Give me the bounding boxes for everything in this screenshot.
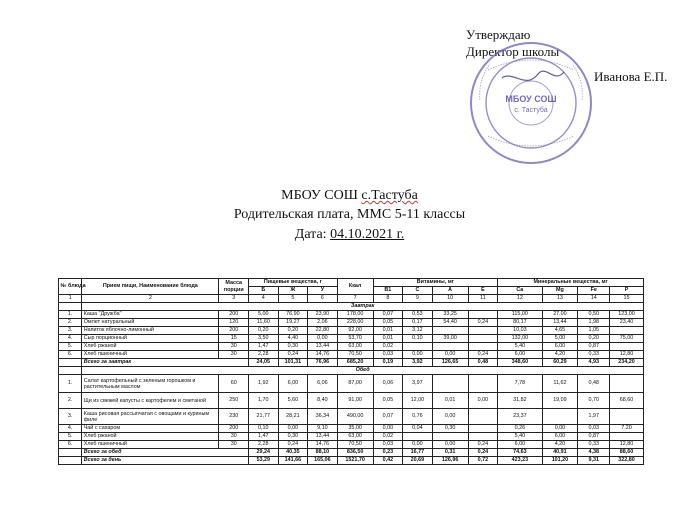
header-vitamins: Витамины, мг (373, 279, 498, 287)
dish-value: 3,50 (249, 335, 279, 343)
dish-value: 5,00 (542, 335, 578, 343)
dish-value: 10,03 (498, 327, 542, 335)
header-kcal: Ккал (337, 279, 373, 295)
header-sub: Ca (498, 287, 542, 295)
dish-value: 11,62 (542, 375, 578, 393)
dish-value: 0,87 (578, 343, 610, 351)
dish-value: 0,30 (278, 433, 308, 441)
dish-value: 0,17 (403, 319, 433, 327)
dish-value: 0,24 (468, 319, 498, 327)
total-value: 40,91 (542, 449, 578, 457)
header-sub: B1 (373, 287, 403, 295)
index-cell: 9 (403, 295, 433, 303)
index-cell: 1 (59, 295, 82, 303)
dish-row (59, 409, 644, 425)
dish-value: 19,09 (542, 393, 578, 409)
dish-value: 0,53 (403, 311, 433, 319)
header-sub: Mg (542, 287, 578, 295)
dish-value: 0,48 (578, 375, 610, 393)
dish-num: 5. (59, 433, 82, 441)
dish-value (468, 375, 498, 393)
dish-value (610, 343, 644, 351)
dish-value (468, 335, 498, 343)
dish-value: 23,37 (498, 409, 542, 425)
dish-value: 1,05 (578, 327, 610, 335)
dish-value: 70,50 (337, 351, 373, 359)
header-sub: Fe (578, 287, 610, 295)
total-value: 165,06 (308, 457, 338, 465)
header-sub: У (308, 287, 338, 295)
dish-value: 490,00 (337, 409, 373, 425)
dish-row (59, 425, 644, 433)
total-label: Всего за обед (82, 449, 249, 457)
dish-value: 0,03 (373, 351, 403, 359)
total-cell-blank (59, 449, 82, 457)
total-row (59, 457, 644, 465)
dish-value (610, 327, 644, 335)
school-title-b: с.Тастуба (361, 188, 418, 203)
dish-row (59, 327, 644, 335)
dish-value: 0,00 (373, 425, 403, 433)
dish-value: 0,02 (373, 433, 403, 441)
dish-value: 54,40 (432, 319, 468, 327)
dish-value: 7,78 (498, 375, 542, 393)
dish-value: 1,98 (578, 319, 610, 327)
dish-value: 0,03 (373, 441, 403, 449)
header-sub: A (432, 287, 468, 295)
total-value: 29,24 (249, 449, 279, 457)
section-title: Обед (82, 367, 644, 375)
total-row (59, 359, 644, 367)
dish-value (403, 343, 433, 351)
dish-value: 92,00 (337, 327, 373, 335)
header-num: № блюда (59, 279, 82, 295)
dish-value: 30 (219, 433, 249, 441)
total-value: 234,20 (610, 359, 644, 367)
total-value: 24,05 (249, 359, 279, 367)
dish-value: 120 (219, 319, 249, 327)
dish-value (432, 343, 468, 351)
dish-name: Салат картофельный с зеленым горошком и растительным маслом (82, 375, 219, 393)
index-cell: 2 (82, 295, 219, 303)
dish-value: 0,01 (373, 335, 403, 343)
dish-value: 1,97 (578, 409, 610, 425)
total-value: 88,60 (610, 449, 644, 457)
dish-value: 0,24 (468, 351, 498, 359)
total-cell-blank (59, 359, 82, 367)
dish-value: 30 (219, 351, 249, 359)
dish-value: 22,80 (308, 327, 338, 335)
dish-value: 1,70 (249, 393, 279, 409)
dish-value: 5,40 (498, 343, 542, 351)
dish-value (432, 327, 468, 335)
dish-value: 200 (219, 425, 249, 433)
header-nutrients: Пищевые вещества, г (249, 279, 338, 287)
dish-value: 0,00 (278, 425, 308, 433)
index-cell: 15 (610, 295, 644, 303)
dish-value (610, 433, 644, 441)
dish-name: Напиток яблочно-лимонный (82, 327, 219, 335)
total-cell-blank (59, 457, 82, 465)
dish-num: 3. (59, 327, 82, 335)
stamp-sub-text: с. Тастуба (514, 107, 548, 114)
dish-value: 230 (219, 409, 249, 425)
dish-value: 0,06 (373, 375, 403, 393)
dish-value: 0,00 (542, 425, 578, 433)
dish-value (432, 433, 468, 441)
index-cell: 14 (578, 295, 610, 303)
dish-row (59, 433, 644, 441)
dish-value: 0,00 (432, 441, 468, 449)
school-title-a: МБОУ СОШ (281, 188, 362, 203)
dish-value (403, 433, 433, 441)
dish-value: 3,97 (403, 375, 433, 393)
dish-value (542, 409, 578, 425)
total-value: 126,65 (432, 359, 468, 367)
dish-value (468, 409, 498, 425)
dish-value: 13,44 (542, 319, 578, 327)
dish-name: Каша "Дружба" (82, 311, 219, 319)
total-value: 0,19 (373, 359, 403, 367)
dish-value: 0,04 (403, 425, 433, 433)
index-cell: 3 (219, 295, 249, 303)
header-sub: C (403, 287, 433, 295)
dish-row (59, 343, 644, 351)
dish-value: 23,40 (610, 319, 644, 327)
header-sub: Ж (278, 287, 308, 295)
dish-value: 13,44 (308, 343, 338, 351)
total-value: 40,35 (278, 449, 308, 457)
dish-value: 6,00 (542, 433, 578, 441)
section-cell-blank (59, 367, 82, 375)
dish-value (610, 409, 644, 425)
dish-value: 2,28 (249, 351, 279, 359)
dish-value: 200 (219, 311, 249, 319)
dish-value: 1,47 (249, 433, 279, 441)
dish-name: Щи из свежей капусты с картофелем и сметаной (82, 393, 219, 409)
dish-row (59, 441, 644, 449)
dish-value: 0,24 (278, 351, 308, 359)
dish-num: 4. (59, 425, 82, 433)
dish-value: 87,00 (337, 375, 373, 393)
dish-value: 91,00 (337, 393, 373, 409)
dish-value: 53,70 (337, 335, 373, 343)
dish-value: 30 (219, 441, 249, 449)
dish-value: 12,80 (610, 441, 644, 449)
dish-value: 1,92 (249, 375, 279, 393)
dish-value: 12,80 (610, 351, 644, 359)
dish-value: 0,02 (373, 343, 403, 351)
dish-value: 6,00 (498, 441, 542, 449)
dish-value: 0,05 (373, 393, 403, 409)
dish-num: 2. (59, 393, 82, 409)
dish-num: 6. (59, 351, 82, 359)
index-cell: 13 (542, 295, 578, 303)
total-value: 0,72 (468, 457, 498, 465)
dish-row (59, 351, 644, 359)
dish-name: Каша рисовая рассыпчатая с овощами и куриным филе (82, 409, 219, 425)
dish-value: 200 (219, 327, 249, 335)
dish-value: 4,20 (542, 441, 578, 449)
total-value: 60,29 (542, 359, 578, 367)
dish-row (59, 319, 644, 327)
dish-value: 76,90 (278, 311, 308, 319)
dish-value: 115,00 (498, 311, 542, 319)
dish-value: 23,90 (308, 311, 338, 319)
dish-value: 13,44 (308, 433, 338, 441)
dish-value: 39,00 (432, 335, 468, 343)
dish-value: 228,00 (337, 319, 373, 327)
header-row-1 (59, 279, 644, 287)
dish-value: 8,40 (308, 393, 338, 409)
dish-value: 0,30 (432, 425, 468, 433)
dish-name: Омлет натуральный (82, 319, 219, 327)
total-value: 4,38 (578, 449, 610, 457)
total-value: 3,92 (403, 359, 433, 367)
school-stamp (468, 40, 594, 166)
dish-value: 0,00 (403, 441, 433, 449)
header-sub: P (610, 287, 644, 295)
dish-row (59, 335, 644, 343)
dish-value: 0,70 (578, 393, 610, 409)
dish-num: 5. (59, 343, 82, 351)
total-value: 101,20 (542, 457, 578, 465)
dish-value: 0,24 (468, 441, 498, 449)
total-value: 53,29 (249, 457, 279, 465)
dish-value: 0,00 (432, 351, 468, 359)
dish-value: 0,10 (403, 335, 433, 343)
dish-value: 80,17 (498, 319, 542, 327)
dish-value: 0,00 (308, 335, 338, 343)
date-line (0, 225, 699, 244)
dish-row (59, 311, 644, 319)
dish-value: 2,06 (308, 319, 338, 327)
dish-value: 2,28 (249, 441, 279, 449)
section-title: Завтрак (82, 303, 644, 311)
total-value: 1521,70 (337, 457, 373, 465)
dish-value: 0,10 (249, 425, 279, 433)
section-cell-blank (59, 303, 82, 311)
dish-value: 14,76 (308, 351, 338, 359)
dish-value: 15 (219, 335, 249, 343)
dish-value: 0,01 (432, 393, 468, 409)
index-cell: 12 (498, 295, 542, 303)
dish-value: 30 (219, 343, 249, 351)
dish-num: 2. (59, 319, 82, 327)
header-meal: Прием пищи, Наименование блюда (82, 279, 219, 295)
dish-value: 0,20 (278, 327, 308, 335)
section-row (59, 303, 644, 311)
dish-value: 0,20 (249, 327, 279, 335)
dish-name: Хлеб пшеничный (82, 351, 219, 359)
menu-table (58, 278, 644, 465)
header-sub: Б (249, 287, 279, 295)
school-title (0, 186, 699, 205)
dish-value (468, 425, 498, 433)
dish-value: 0,33 (578, 351, 610, 359)
dish-value: 19,27 (278, 319, 308, 327)
dish-value: 75,00 (610, 335, 644, 343)
index-row (59, 295, 644, 303)
dish-num: 6. (59, 441, 82, 449)
dish-value: 4,20 (542, 351, 578, 359)
dish-row (59, 375, 644, 393)
director-title: Директор школы (466, 44, 560, 59)
dish-value (468, 343, 498, 351)
dish-value: 12,00 (403, 393, 433, 409)
total-value: 685,20 (337, 359, 373, 367)
date-value: 04.10.2021 г. (330, 227, 405, 242)
dish-value: 0,20 (578, 335, 610, 343)
dish-value: 35,00 (337, 425, 373, 433)
dish-value: 0,00 (468, 393, 498, 409)
total-value: 322,80 (610, 457, 644, 465)
dish-value: 14,76 (308, 441, 338, 449)
dish-value: 70,50 (337, 441, 373, 449)
dish-name: Хлеб пшеничный (82, 441, 219, 449)
dish-value: 178,00 (337, 311, 373, 319)
dish-value: 0,26 (498, 425, 542, 433)
dish-value: 11,60 (249, 319, 279, 327)
total-value: 88,10 (308, 449, 338, 457)
dish-value (432, 375, 468, 393)
dish-value: 63,00 (337, 433, 373, 441)
dish-num: 1. (59, 311, 82, 319)
dish-value: 0,76 (403, 409, 433, 425)
approval-line: Утверждаю (466, 27, 531, 42)
index-cell: 4 (249, 295, 279, 303)
total-value: 0,23 (373, 449, 403, 457)
dish-value (468, 433, 498, 441)
menu-table-body (59, 295, 644, 465)
total-value: 4,93 (578, 359, 610, 367)
total-value: 126,96 (432, 457, 468, 465)
director-name: Иванова Е.П. (594, 69, 668, 84)
section-row (59, 367, 644, 375)
dish-name: Хлеб ржаной (82, 343, 219, 351)
dish-value: 5,60 (278, 393, 308, 409)
dish-value: 123,00 (610, 311, 644, 319)
dish-name: Сыр порционный (82, 335, 219, 343)
dish-num: 1. (59, 375, 82, 393)
total-value: 101,31 (278, 359, 308, 367)
total-value: 141,66 (278, 457, 308, 465)
total-value: 423,23 (498, 457, 542, 465)
subtitle: Родительская плата, ММС 5-11 классы (233, 207, 466, 222)
total-value: 0,42 (373, 457, 403, 465)
dish-value: 0,07 (373, 311, 403, 319)
total-value: 76,96 (308, 359, 338, 367)
dish-value: 36,34 (308, 409, 338, 425)
dish-value: 4,65 (542, 327, 578, 335)
dish-value: 3,12 (403, 327, 433, 335)
dish-value: 5,40 (498, 433, 542, 441)
dish-value: 7,20 (610, 425, 644, 433)
dish-value: 63,00 (337, 343, 373, 351)
index-cell: 8 (373, 295, 403, 303)
dish-name: Чай с сахаром (82, 425, 219, 433)
dish-value: 0,03 (578, 425, 610, 433)
date-label: Дата: (294, 227, 331, 242)
dish-value: 0,00 (403, 351, 433, 359)
index-cell: 11 (468, 295, 498, 303)
dish-value: 0,05 (373, 319, 403, 327)
total-value: 20,69 (403, 457, 433, 465)
index-cell: 6 (308, 295, 338, 303)
total-value: 74,63 (498, 449, 542, 457)
dish-value: 132,00 (498, 335, 542, 343)
total-value: 348,60 (498, 359, 542, 367)
index-cell: 10 (432, 295, 468, 303)
dish-value: 33,25 (432, 311, 468, 319)
dish-value (610, 375, 644, 393)
dish-value: 0,30 (278, 343, 308, 351)
dish-value: 68,60 (610, 393, 644, 409)
index-cell: 7 (337, 295, 373, 303)
total-label: Всего за завтрак (82, 359, 249, 367)
dish-value: 0,00 (432, 409, 468, 425)
dish-value: 60 (219, 375, 249, 393)
dish-value: 250 (219, 393, 249, 409)
dish-value: 0,50 (578, 311, 610, 319)
dish-value: 31,82 (498, 393, 542, 409)
dish-value: 4,40 (278, 335, 308, 343)
dish-value: 28,21 (278, 409, 308, 425)
dish-value: 0,33 (578, 441, 610, 449)
dish-row (59, 393, 644, 409)
dish-num: 3. (59, 409, 82, 425)
dish-value: 9,10 (308, 425, 338, 433)
total-value: 9,31 (578, 457, 610, 465)
total-value: 0,24 (468, 449, 498, 457)
total-value: 0,48 (468, 359, 498, 367)
dish-value (468, 311, 498, 319)
index-cell: 5 (278, 295, 308, 303)
dish-value: 6,00 (278, 375, 308, 393)
stamp-center-text: МБОУ СОШ (505, 94, 557, 104)
dish-value: 0,07 (373, 409, 403, 425)
dish-value: 0,24 (278, 441, 308, 449)
total-value: 16,77 (403, 449, 433, 457)
dish-num: 4. (59, 335, 82, 343)
dish-value: 0,87 (578, 433, 610, 441)
dish-value: 21,77 (249, 409, 279, 425)
dish-value: 5,00 (249, 311, 279, 319)
total-value: 836,50 (337, 449, 373, 457)
total-value: 0,31 (432, 449, 468, 457)
header-mass: Масса порции (219, 279, 249, 295)
header-sub: E (468, 287, 498, 295)
total-label: Всего за день (82, 457, 249, 465)
total-row (59, 449, 644, 457)
dish-value (468, 327, 498, 335)
dish-value: 1,47 (249, 343, 279, 351)
dish-value: 0,01 (373, 327, 403, 335)
dish-value: 6,06 (308, 375, 338, 393)
dish-name: Хлеб ржаной (82, 433, 219, 441)
dish-value: 27,00 (542, 311, 578, 319)
dish-value: 6,00 (498, 351, 542, 359)
header-minerals: Минеральные вещества, мг (498, 279, 644, 287)
dish-value: 6,00 (542, 343, 578, 351)
